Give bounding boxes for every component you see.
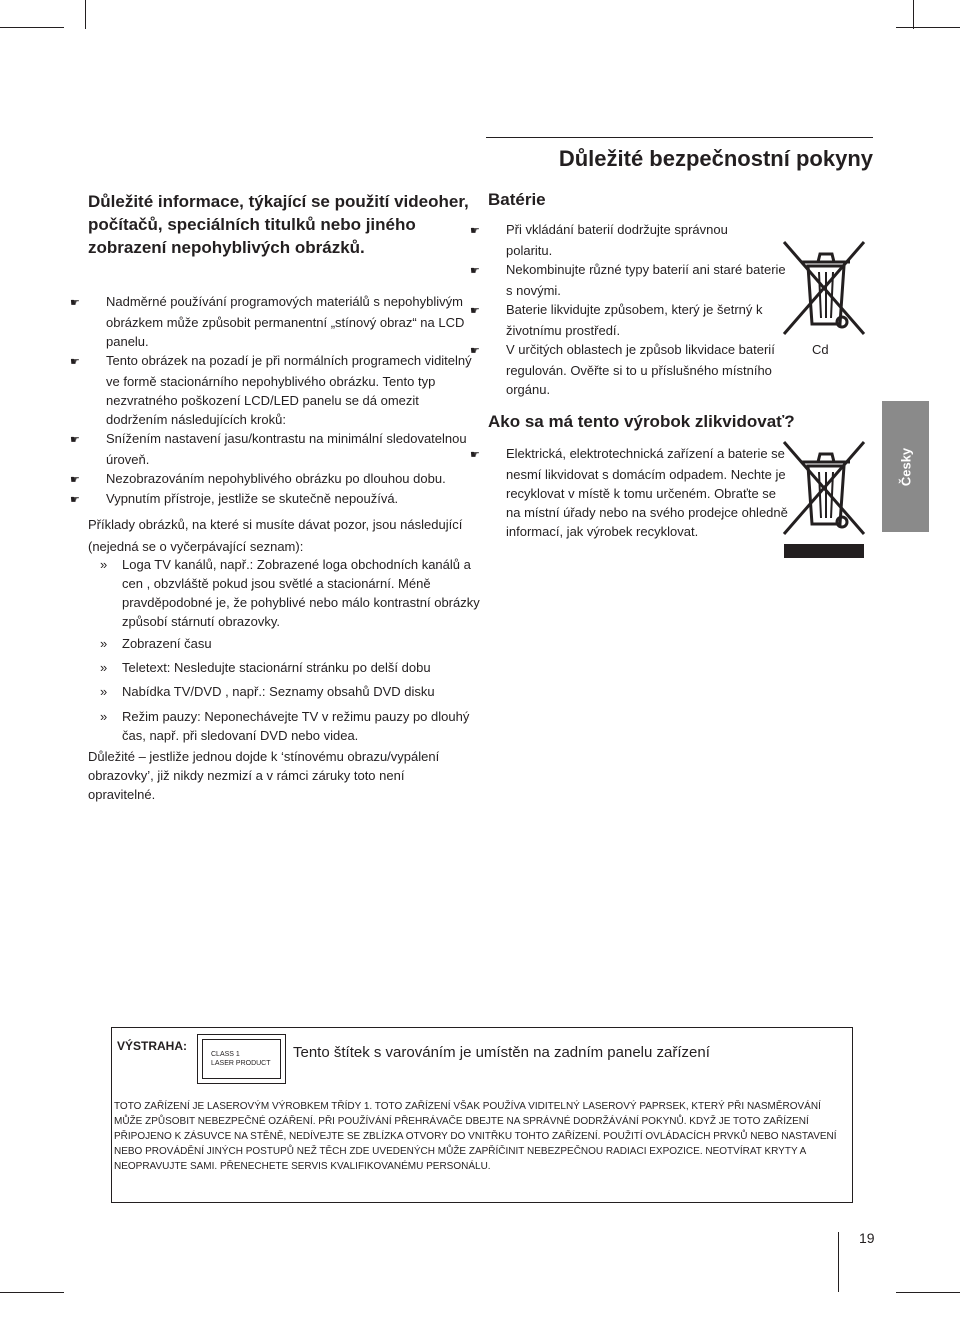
- warning-label: VÝSTRAHA:: [117, 1039, 188, 1053]
- warning-main-text: Tento štítek s varováním je umístěn na zadním panelu zařízení: [293, 1044, 710, 1061]
- pointing-hand-icon: ☛: [470, 305, 480, 317]
- page-number-rule: [838, 1232, 839, 1292]
- double-chevron-icon: »: [100, 684, 108, 699]
- example-item: » Zobrazení času: [100, 636, 212, 651]
- important-note: Důležité – jestliže jednou dojde k ‘stínovému obrazu/vypálení obrazovky’, již nikdy nezmizí a v rámci záruky toto není opravitelné.: [88, 749, 440, 802]
- language-tab: [882, 401, 929, 532]
- crop-mark: [0, 27, 64, 28]
- examples-intro: Příklady obrázků, na které si musíte dávat pozor, jsou následující (nejedná se o vyčerpávající seznam):: [88, 517, 463, 554]
- crop-mark: [896, 1292, 960, 1293]
- pointing-hand-icon: ☛: [70, 494, 80, 506]
- list-item: ☛ Vypnutím přístroje, jestliže se skutečně nepoužívá.: [88, 489, 486, 510]
- pointing-hand-icon: ☛: [470, 225, 480, 237]
- list-item: ☛ Nekombinujte různé typy baterií ani staré baterie s novými.: [470, 262, 786, 298]
- pointing-hand-icon: ☛: [70, 356, 80, 368]
- pointing-hand-icon: ☛: [470, 345, 480, 357]
- double-chevron-icon: »: [100, 636, 108, 651]
- example-item: » Režim pauzy: Neponechávejte TV v režimu pauzy po dlouhý čas, např. při sledovaní DVD nebo videa.: [100, 709, 470, 743]
- list-item: ☛ V určitých oblastech je způsob likvidace baterií regulován. Ověřte si to u příslušného místního orgánu.: [470, 342, 775, 397]
- crossed-out-bin-icon: [778, 436, 870, 562]
- list-item: ☛ Tento obrázek na pozadí je při normálních programech viditelný ve formě stacionárního nepohyblivého obrázku. Tento typ nezvratného poškození LCD/LED panelu se dá omezit dodržením následujících kroků:: [70, 353, 472, 427]
- page-title: Důležité bezpečnostní pokyny: [558, 146, 873, 171]
- list-item: ☛ Elektrická, elektrotechnická zařízení a baterie se nesmí likvidovat s domácím odpadem. Nechte je recyklovat v místě k tomu určeném. Obraťte se na místní úřady nebo na svého prodejce ohledně informací, jak výrobek recyklovat.: [470, 446, 788, 539]
- header-rule: [486, 137, 873, 138]
- double-chevron-icon: »: [100, 660, 108, 675]
- double-chevron-icon: »: [100, 557, 108, 572]
- batteries-heading: Batérie: [488, 190, 546, 209]
- pointing-hand-icon: ☛: [470, 449, 480, 461]
- laser-class-line: CLASS 1: [211, 1051, 240, 1058]
- crop-mark: [913, 0, 914, 29]
- list-item: ☛ Při vkládání baterií dodržujte správnou polaritu.: [470, 222, 728, 258]
- crop-mark: [0, 1292, 64, 1293]
- example-item: » Loga TV kanálů, např.: Zobrazené loga obchodních kanálů a cen , obzvláště pokud jsou světlé a stacionární. Méně pravděpodobné je, že pohyblivé nebo málo kontrastní obrázky způsobí stárnutí obrazovky.: [100, 557, 480, 629]
- laser-product-line: LASER PRODUCT: [211, 1060, 271, 1067]
- example-item: » Nabídka TV/DVD , např.: Seznamy obsahů DVD disku: [100, 684, 435, 699]
- list-item: ☛ Snížením nastavení jasu/kontrastu na minimální sledovatelnou úroveň.: [70, 431, 467, 467]
- warning-body-text: TOTO ZAŘÍZENÍ JE LASEROVÝM VÝROBKEM TŘÍDY 1. TOTO ZAŘÍZENÍ VŠAK POUŽÍVA VIDITELNÝ LASEROVÝ PAPRSEK, KTERÝ PŘI NASMĚROVÁNÍ MŮŽE ZPŮSOBIT NEBEZPEČNÉ OZÁŘENÍ. PŘI POUŽÍVÁNÍ PŘEHRÁVAČE DBEJTE NA SPRÁVNÉ DODRŽÁVÁNÍ POKYNŮ. KDYŽ JE TOTO ZAŘÍZENÍ PŘIPOJENO K ZÁSUVCE NA STĚNĚ, NEDÍVEJTE SE ZBLÍZKA OTVORY DO VNITŘKU TOHTO ZAŘÍZENÍ. POUŽITÍ OVLÁDACÍCH PRVKŮ NEBO NASTAVENÍ NEBO PROVÁDĚNÍ JINÝCH POSTUPŮ NEŽ TĚCH ZDE UVEDENÝCH MŮŽE ZAPŘÍČINIT NEBEZPEČNOU RADIACI EXPOZICE. NEOTVÍRAT KRYTY A NEOPRAVUJTE SAMI. PŘENECHETE SERVIS KVALIFIKOVANÉMU PERSONÁLU.: [114, 1101, 837, 1172]
- disposal-heading: Ako sa má tento výrobok zlikvidovať?: [488, 412, 795, 431]
- page-number: 19: [859, 1230, 875, 1246]
- crop-mark: [85, 0, 86, 29]
- pointing-hand-icon: ☛: [470, 265, 480, 277]
- pointing-hand-icon: ☛: [70, 474, 80, 486]
- language-tab-label: Česky: [898, 447, 913, 486]
- list-item: ☛ Baterie likvidujte způsobem, který je šetrný k životnímu prostředí.: [470, 302, 763, 338]
- cd-label: Cd: [812, 342, 829, 357]
- left-heading: Důležité informace, týkající se použití videoher, počítačů, speciálních titulků nebo jiného zobrazení nepohyblivých obrázků.: [88, 192, 469, 257]
- list-item: ☛ Nadměrné používání programových materiálů s nepohyblivým obrázkem může způsobit permanentní „stínový obraz“ na LCD panelu.: [70, 294, 465, 349]
- crop-mark: [896, 27, 960, 28]
- crossed-out-bin-icon: [778, 236, 870, 340]
- double-chevron-icon: »: [100, 709, 108, 724]
- example-item: » Teletext: Nesledujte stacionární stránku po delší dobu: [100, 660, 431, 675]
- pointing-hand-icon: ☛: [70, 297, 80, 309]
- laser-class-label: [197, 1034, 286, 1084]
- list-item: ☛ Nezobrazováním nepohyblivého obrázku po dlouhou dobu.: [88, 469, 486, 490]
- pointing-hand-icon: ☛: [70, 434, 80, 446]
